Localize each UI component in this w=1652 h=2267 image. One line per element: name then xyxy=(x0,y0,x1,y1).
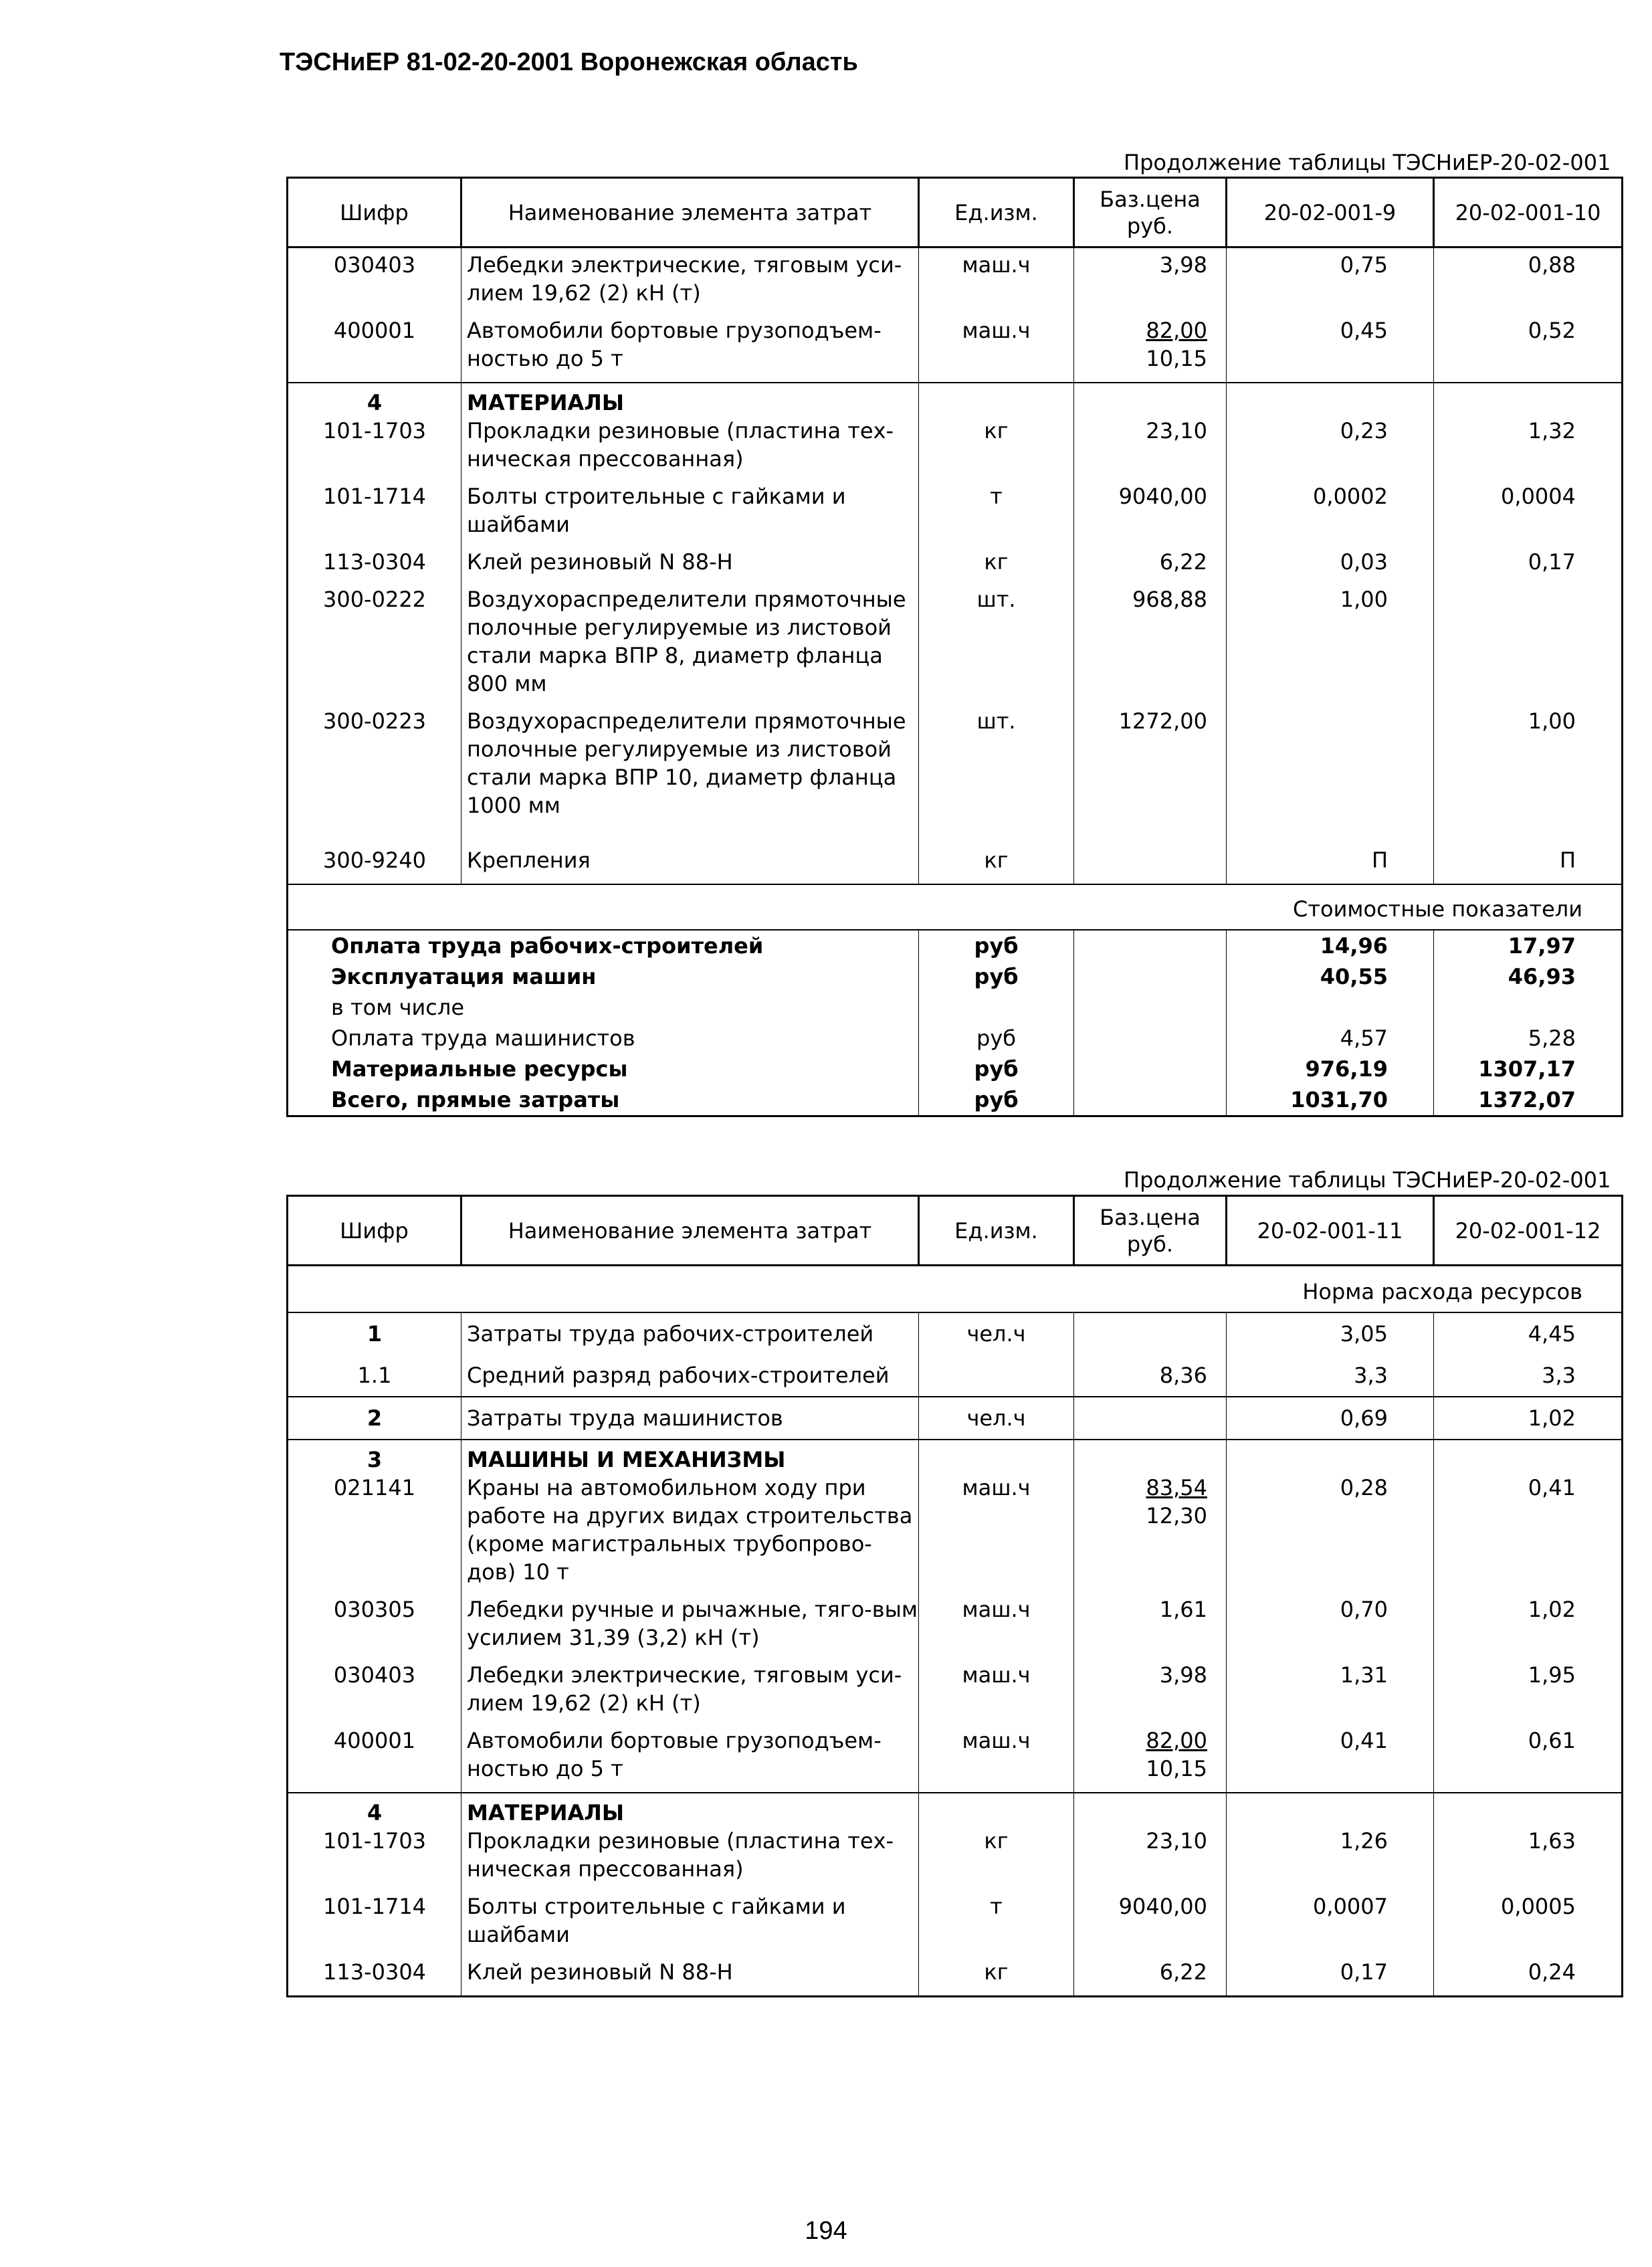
row-code: 400001 xyxy=(288,316,461,383)
table-row xyxy=(288,548,1623,585)
row-price xyxy=(1074,1474,1227,1595)
table-row xyxy=(288,1958,1623,1997)
row-value-a: 0,0007 xyxy=(1227,1892,1434,1958)
header-name: Наименование элемента затрат xyxy=(461,178,919,248)
row-value-b: 0,52 xyxy=(1528,318,1576,343)
row-name: Прокладки резиновые (пластина тех-ническая прессованная) xyxy=(461,417,919,482)
row-value-a: 0,45 xyxy=(1227,316,1434,383)
table-row xyxy=(288,1595,1623,1661)
header-price: Баз.цена руб. xyxy=(1074,178,1227,248)
row-code: 101-1703 xyxy=(288,417,461,482)
row-value-a: 0,23 xyxy=(1227,417,1434,482)
empty-cell xyxy=(1434,1793,1623,1827)
row-unit: чел.ч xyxy=(919,1312,1074,1355)
row-code: 101-1703 xyxy=(288,1827,461,1892)
price-wage: 10,15 xyxy=(1146,346,1207,371)
row-code: 300-0223 xyxy=(288,707,461,829)
row-code: 030305 xyxy=(288,1595,461,1661)
row-unit: маш.ч xyxy=(919,1661,1074,1727)
row-unit: маш.ч xyxy=(919,1727,1074,1793)
row-price: 1,61 xyxy=(1074,1595,1227,1661)
row-price xyxy=(1074,1397,1227,1440)
row-price: 23,10 xyxy=(1074,1827,1227,1892)
row-name: Воздухораспределители прямоточные полочные регулируемые из листовой стали марка ВПР 8, диаметр фланца 800 мм xyxy=(461,585,919,707)
table-row xyxy=(288,829,1623,884)
empty-cell xyxy=(1227,1440,1434,1474)
cost-row xyxy=(288,1023,1623,1054)
row-code: 021141 xyxy=(288,1474,461,1595)
cost-label: Оплата труда рабочих-строителей xyxy=(288,930,919,961)
empty-cell xyxy=(919,1440,1074,1474)
cost-row xyxy=(288,961,1623,992)
section-row xyxy=(288,1440,1623,1474)
empty-cell xyxy=(1434,1440,1623,1474)
row-value-a: 0,03 xyxy=(1227,548,1434,585)
cost-unit: руб xyxy=(919,961,1074,992)
empty-cell xyxy=(1227,383,1434,417)
table-row xyxy=(288,1727,1623,1793)
section-code: 4 xyxy=(288,383,461,417)
row-value-b: 0,24 xyxy=(1528,1959,1576,1985)
header-price: Баз.цена руб. xyxy=(1074,1196,1227,1266)
row-name: Затраты труда машинистов xyxy=(461,1397,919,1440)
row-unit: кг xyxy=(919,829,1074,884)
row-price xyxy=(1074,1312,1227,1355)
table2 xyxy=(286,1195,1621,1997)
row-price: 9040,00 xyxy=(1074,1892,1227,1958)
cost-row xyxy=(288,1084,1623,1116)
header-name: Наименование элемента затрат xyxy=(461,1196,919,1266)
cost-value-a: 4,57 xyxy=(1227,1023,1434,1054)
empty-cell xyxy=(1074,1054,1227,1084)
empty-cell xyxy=(1074,1793,1227,1827)
row-value-a: 1,00 xyxy=(1227,585,1434,707)
row-code: 113-0304 xyxy=(288,1958,461,1997)
price-total: 82,00 xyxy=(1146,318,1207,343)
header-col-b: 20-02-001-12 xyxy=(1434,1196,1623,1266)
row-code: 300-0222 xyxy=(288,585,461,707)
row-value-a xyxy=(1227,707,1434,829)
row-price xyxy=(1074,829,1227,884)
cost-value-a: 976,19 xyxy=(1227,1054,1434,1084)
table-row xyxy=(288,482,1623,548)
row-value-a: П xyxy=(1227,829,1434,884)
cost-value-b xyxy=(1434,992,1623,1023)
cost-caption: Стоимостные показатели xyxy=(288,884,1623,930)
section-title: МАТЕРИАЛЫ xyxy=(461,383,919,417)
row-unit: шт. xyxy=(919,585,1074,707)
cost-unit: руб xyxy=(919,1023,1074,1054)
row-value-a: 0,75 xyxy=(1227,248,1434,317)
table-row xyxy=(288,1892,1623,1958)
cost-value-a: 14,96 xyxy=(1227,930,1434,961)
table1-header-row xyxy=(288,178,1623,248)
table-row xyxy=(288,1661,1623,1727)
cost-unit: руб xyxy=(919,930,1074,961)
row-name: Краны на автомобильном ходу при работе на других видах строительства (кроме магистральных трубопрово-дов) 10 т xyxy=(461,1474,919,1595)
empty-cell xyxy=(1074,930,1227,961)
table2-continuation: Продолжение таблицы ТЭСНиЕР-20-02-001 xyxy=(1124,1167,1611,1193)
row-unit: кг xyxy=(919,1827,1074,1892)
row-value-a: 0,0002 xyxy=(1227,482,1434,548)
row-price xyxy=(1074,1727,1227,1793)
section-code: 3 xyxy=(288,1440,461,1474)
row-price: 968,88 xyxy=(1074,585,1227,707)
row-price: 6,22 xyxy=(1074,1958,1227,1997)
cost-label: в том числе xyxy=(288,992,919,1023)
row-code: 1 xyxy=(288,1312,461,1355)
cost-value-b: 46,93 xyxy=(1508,964,1576,989)
cost-unit: руб xyxy=(919,1054,1074,1084)
table1-continuation: Продолжение таблицы ТЭСНиЕР-20-02-001 xyxy=(1124,150,1611,175)
cost-value-a: 1031,70 xyxy=(1227,1084,1434,1116)
row-code: 101-1714 xyxy=(288,482,461,548)
row-value-b: 1,02 xyxy=(1434,1397,1623,1440)
empty-cell xyxy=(919,1793,1074,1827)
row-name: Крепления xyxy=(461,829,919,884)
section-title: МАТЕРИАЛЫ xyxy=(461,1793,919,1827)
row-value-b: П xyxy=(1559,848,1576,873)
row-name: Автомобили бортовые грузоподъем-ностью до 5 т xyxy=(461,316,919,383)
table-row xyxy=(288,1827,1623,1892)
norm-caption-row xyxy=(288,1266,1623,1313)
row-value-b: 0,0005 xyxy=(1501,1894,1576,1919)
header-col-b: 20-02-001-10 xyxy=(1434,178,1623,248)
empty-cell xyxy=(1227,1793,1434,1827)
row-price: 3,98 xyxy=(1074,1661,1227,1727)
row-value-b: 0,41 xyxy=(1528,1475,1576,1500)
cost-value-b: 1307,17 xyxy=(1478,1056,1576,1082)
row-price: 8,36 xyxy=(1074,1355,1227,1397)
cost-label: Оплата труда машинистов xyxy=(288,1023,919,1054)
row-value-b: 1,32 xyxy=(1528,418,1576,443)
section-row xyxy=(288,383,1623,417)
header-code: Шифр xyxy=(288,1196,461,1266)
row-code: 300-9240 xyxy=(288,829,461,884)
cost-row xyxy=(288,992,1623,1023)
page-number: 194 xyxy=(805,2217,847,2245)
row-value-b: 1,95 xyxy=(1528,1662,1576,1688)
row-unit: чел.ч xyxy=(919,1397,1074,1440)
cost-value-a: 40,55 xyxy=(1227,961,1434,992)
empty-cell xyxy=(1074,961,1227,992)
row-unit: кг xyxy=(919,1958,1074,1997)
table1 xyxy=(286,177,1621,1117)
row-name: Прокладки резиновые (пластина тех-ническая прессованная) xyxy=(461,1827,919,1892)
cost-unit: руб xyxy=(919,1084,1074,1116)
table2-header-row xyxy=(288,1196,1623,1266)
row-value-b xyxy=(1434,585,1623,707)
row-code: 113-0304 xyxy=(288,548,461,585)
row-value-b: 3,3 xyxy=(1542,1363,1576,1388)
row-unit: маш.ч xyxy=(919,248,1074,317)
empty-cell xyxy=(1074,1023,1227,1054)
empty-cell xyxy=(1074,1440,1227,1474)
row-value-b: 0,61 xyxy=(1528,1728,1576,1753)
row-value-a: 1,26 xyxy=(1227,1827,1434,1892)
table-row xyxy=(288,1355,1623,1397)
row-unit: т xyxy=(919,482,1074,548)
cost-value-b: 17,97 xyxy=(1508,933,1576,959)
row-name: Автомобили бортовые грузоподъем-ностью до 5 т xyxy=(461,1727,919,1793)
table-row xyxy=(288,1312,1623,1355)
cost-value-b: 5,28 xyxy=(1528,1025,1576,1051)
row-value-b: 0,0004 xyxy=(1501,484,1576,509)
row-name: Воздухораспределители прямоточные полочные регулируемые из листовой стали марка ВПР 10, диаметр фланца 1000 мм xyxy=(461,707,919,829)
empty-cell xyxy=(1074,992,1227,1023)
empty-cell xyxy=(919,383,1074,417)
row-value-a: 3,3 xyxy=(1227,1355,1434,1397)
cost-caption-row xyxy=(288,884,1623,930)
row-name: Клей резиновый N 88-Н xyxy=(461,548,919,585)
row-code: 101-1714 xyxy=(288,1892,461,1958)
price-total: 83,54 xyxy=(1146,1475,1207,1500)
table-row xyxy=(288,1474,1623,1595)
row-value-a: 0,41 xyxy=(1227,1727,1434,1793)
row-value-a: 0,69 xyxy=(1227,1397,1434,1440)
row-unit: маш.ч xyxy=(919,316,1074,383)
row-price: 9040,00 xyxy=(1074,482,1227,548)
cost-label: Материальные ресурсы xyxy=(288,1054,919,1084)
cost-unit xyxy=(919,992,1074,1023)
row-value-a: 0,17 xyxy=(1227,1958,1434,1997)
row-unit: т xyxy=(919,1892,1074,1958)
norm-caption: Норма расхода ресурсов xyxy=(288,1266,1623,1313)
row-name: Средний разряд рабочих-строителей xyxy=(461,1355,919,1397)
price-wage: 12,30 xyxy=(1146,1503,1207,1529)
row-unit: маш.ч xyxy=(919,1474,1074,1595)
row-value-b: 1,00 xyxy=(1528,708,1576,734)
row-value-b: 1,02 xyxy=(1528,1597,1576,1622)
row-name: Лебедки ручные и рычажные, тяго-вым усилием 31,39 (3,2) кН (т) xyxy=(461,1595,919,1661)
row-value-a: 0,28 xyxy=(1227,1474,1434,1595)
section-row xyxy=(288,1793,1623,1827)
table-row xyxy=(288,1397,1623,1440)
row-value-b: 1,63 xyxy=(1528,1828,1576,1854)
table-row xyxy=(288,316,1623,383)
row-code: 2 xyxy=(288,1397,461,1440)
table-row xyxy=(288,707,1623,829)
row-name: Лебедки электрические, тяговым уси-лием 19,62 (2) кН (т) xyxy=(461,248,919,317)
row-price: 6,22 xyxy=(1074,548,1227,585)
cost-value-a xyxy=(1227,992,1434,1023)
cost-value-b: 1372,07 xyxy=(1478,1087,1576,1112)
empty-cell xyxy=(1074,1084,1227,1116)
row-code: 400001 xyxy=(288,1727,461,1793)
row-name: Клей резиновый N 88-Н xyxy=(461,1958,919,1997)
cost-label: Эксплуатация машин xyxy=(288,961,919,992)
row-code: 1.1 xyxy=(288,1355,461,1397)
header-code: Шифр xyxy=(288,178,461,248)
cost-row xyxy=(288,930,1623,961)
price-wage: 10,15 xyxy=(1146,1756,1207,1781)
row-price xyxy=(1074,316,1227,383)
section-title: МАШИНЫ И МЕХАНИЗМЫ xyxy=(461,1440,919,1474)
section-code: 4 xyxy=(288,1793,461,1827)
row-price: 23,10 xyxy=(1074,417,1227,482)
row-price: 3,98 xyxy=(1074,248,1227,317)
row-unit: кг xyxy=(919,417,1074,482)
row-unit xyxy=(919,1355,1074,1397)
cost-row xyxy=(288,1054,1623,1084)
price-total: 82,00 xyxy=(1146,1728,1207,1753)
document-title: ТЭСНиЕР 81-02-20-2001 Воронежская область xyxy=(280,48,858,76)
row-value-a: 0,70 xyxy=(1227,1595,1434,1661)
row-code: 030403 xyxy=(288,248,461,317)
header-unit: Ед.изм. xyxy=(919,1196,1074,1266)
cost-label: Всего, прямые затраты xyxy=(288,1084,919,1116)
row-name: Болты строительные с гайками и шайбами xyxy=(461,1892,919,1958)
header-col-a: 20-02-001-9 xyxy=(1227,178,1434,248)
row-value-b: 0,88 xyxy=(1528,252,1576,278)
table-row xyxy=(288,585,1623,707)
empty-cell xyxy=(1434,383,1623,417)
table-row xyxy=(288,417,1623,482)
empty-cell xyxy=(1074,383,1227,417)
row-value-a: 3,05 xyxy=(1227,1312,1434,1355)
row-unit: маш.ч xyxy=(919,1595,1074,1661)
row-name: Затраты труда рабочих-строителей xyxy=(461,1312,919,1355)
row-unit: шт. xyxy=(919,707,1074,829)
row-price: 1272,00 xyxy=(1074,707,1227,829)
row-unit: кг xyxy=(919,548,1074,585)
row-value-b: 4,45 xyxy=(1528,1321,1576,1347)
header-col-a: 20-02-001-11 xyxy=(1227,1196,1434,1266)
row-value-a: 1,31 xyxy=(1227,1661,1434,1727)
row-value-b: 0,17 xyxy=(1528,549,1576,575)
header-unit: Ед.изм. xyxy=(919,178,1074,248)
table-row xyxy=(288,248,1623,317)
row-name: Лебедки электрические, тяговым уси-лием 19,62 (2) кН (т) xyxy=(461,1661,919,1727)
row-name: Болты строительные с гайками и шайбами xyxy=(461,482,919,548)
row-code: 030403 xyxy=(288,1661,461,1727)
